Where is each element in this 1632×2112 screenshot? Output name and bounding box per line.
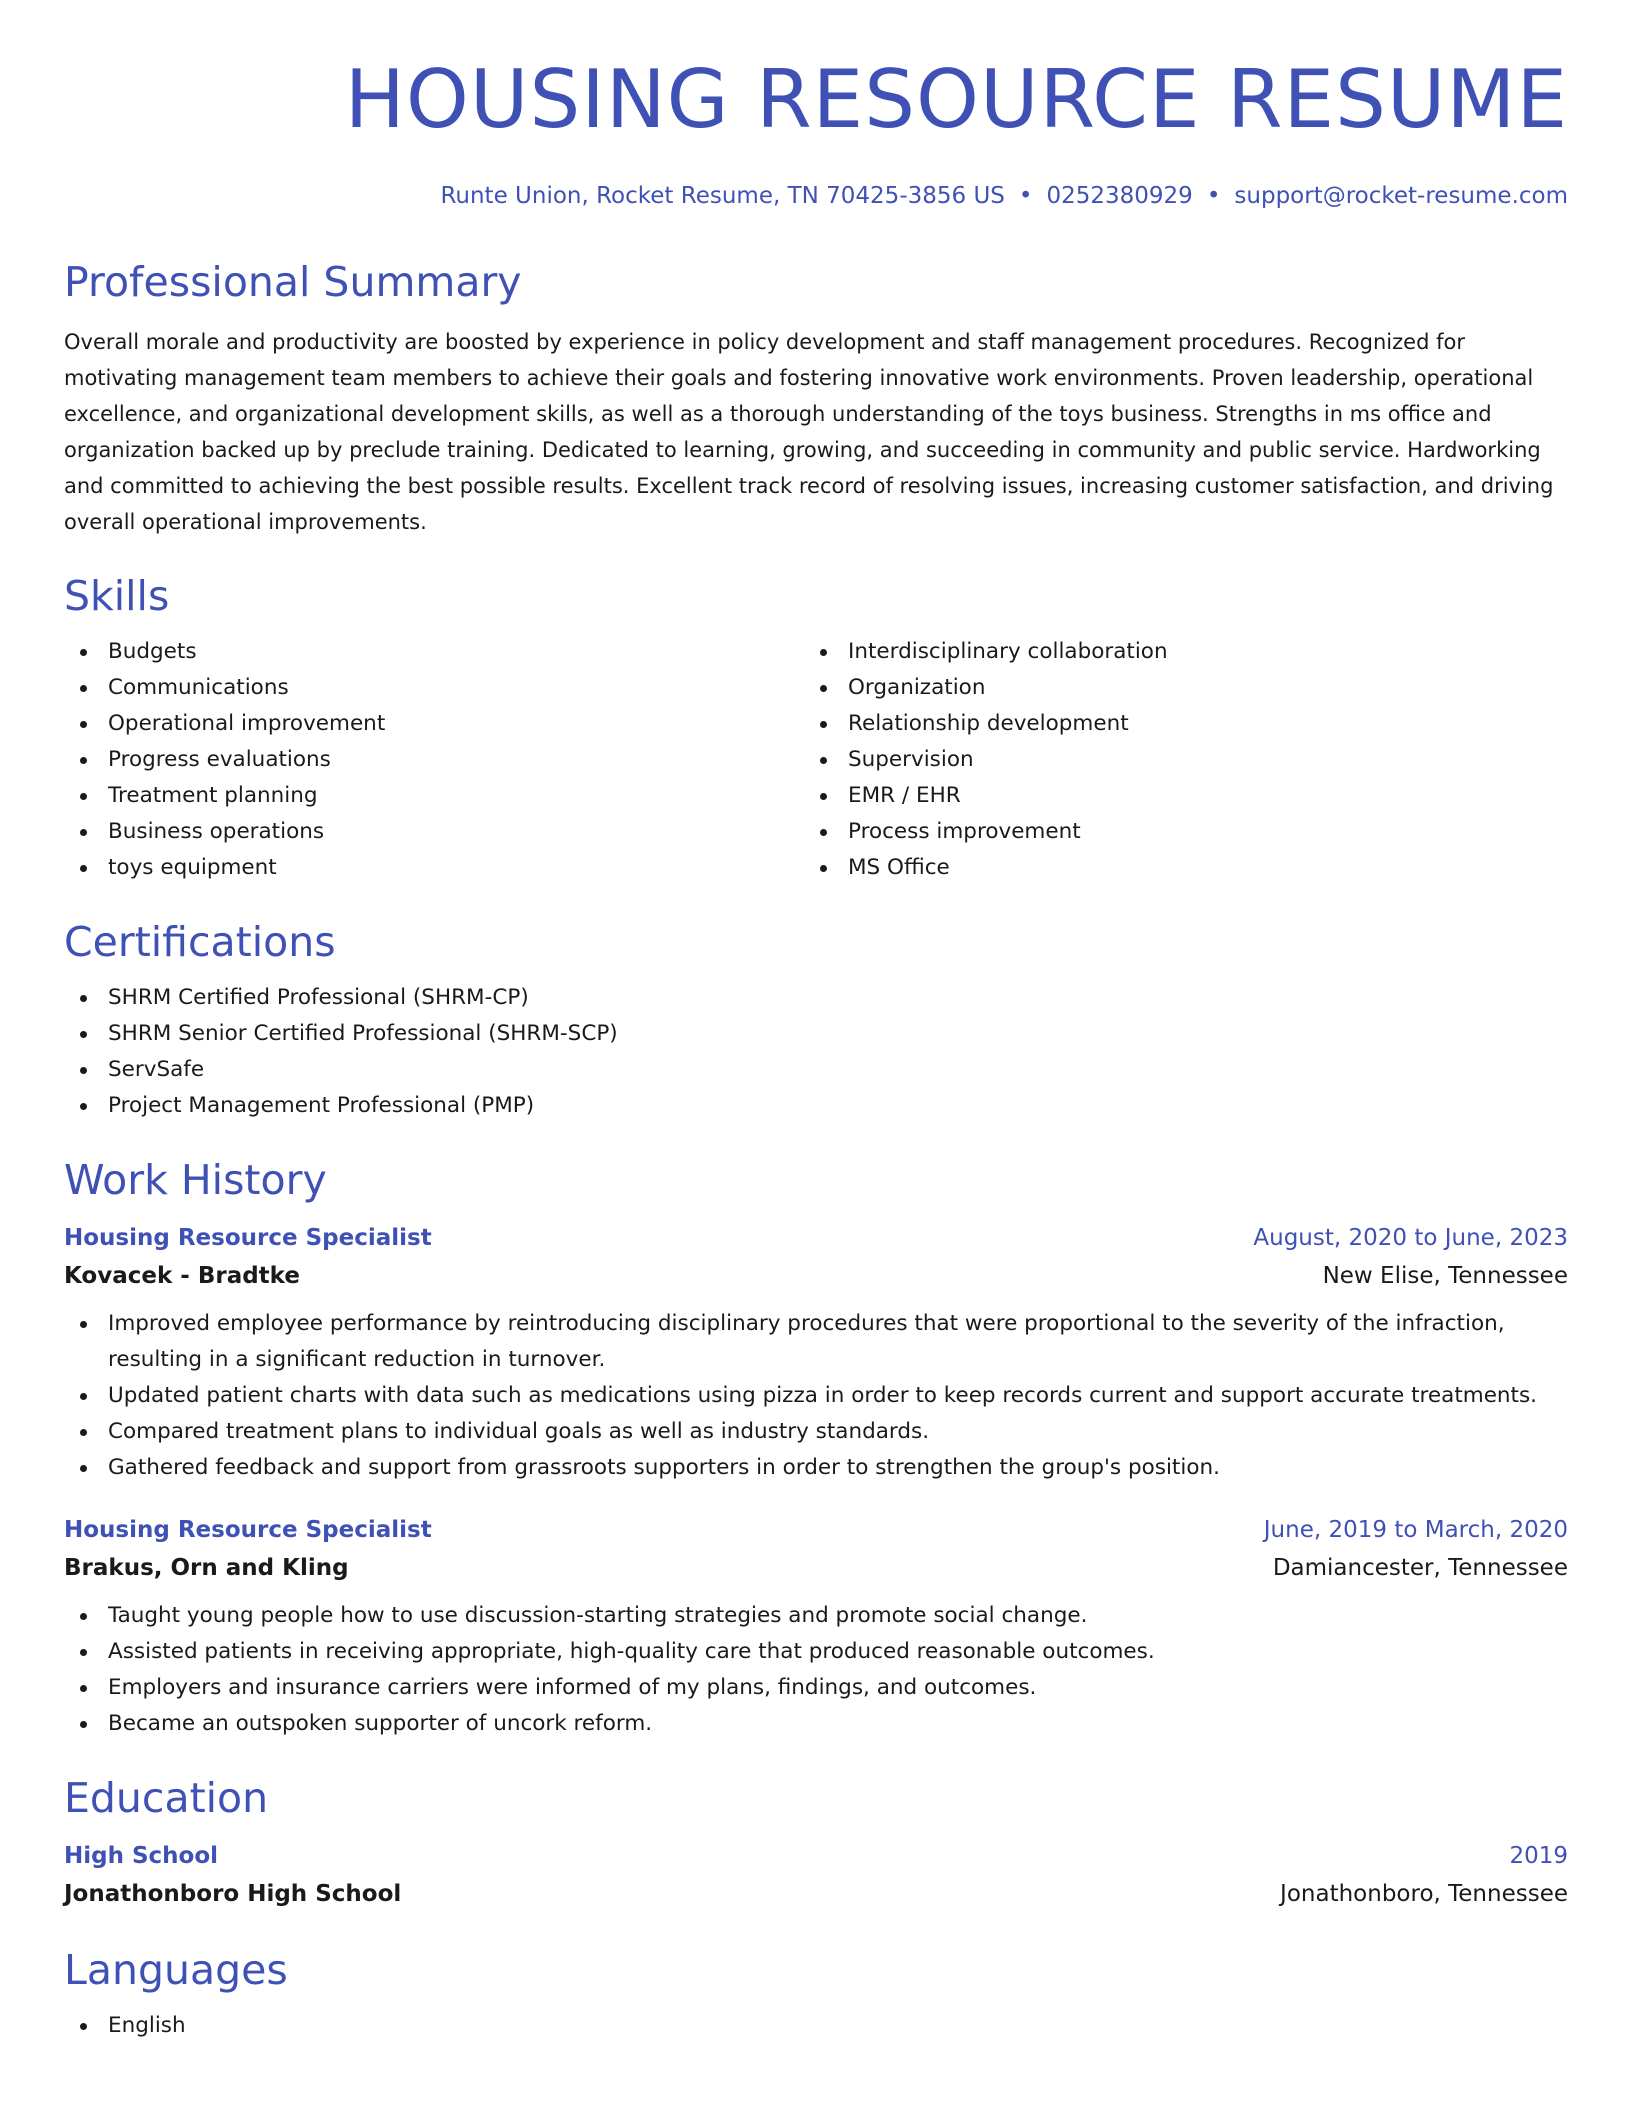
education-year: 2019 — [1509, 1843, 1568, 1869]
summary-text: Overall morale and productivity are boosted by experience in policy development and staff management procedures. Recognized for motivating management team members to achieve their goals and fostering innovative work environments. Proven leadership, operational excellence, and organizational development skills, as well as a thorough understanding of the toys business. Strengths in ms office and organization backed up by preclude training. Dedicated to learning, growing, and succeeding in community and public service. Hardworking and committed to achieving the best possible results. Excellent track record of resolving issues, increasing customer satisfaction, and driving overall operational improvements. — [64, 330, 1554, 534]
education-location: Jonathonboro, Tennessee — [1280, 1881, 1568, 1907]
list-item: Gathered feedback and support from grassroots supporters in order to strengthen the group's position. — [64, 1450, 1568, 1486]
contact-separator: • — [1018, 183, 1033, 209]
job-entry — [64, 1220, 1568, 1486]
job-title: Housing Resource Specialist — [64, 1517, 432, 1543]
job-dates: August, 2020 to June, 2023 — [1253, 1225, 1568, 1251]
job-location: Damiancester, Tennessee — [1272, 1555, 1568, 1581]
job-company-row — [64, 1548, 1568, 1588]
list-item: Treatment planning — [64, 778, 804, 814]
list-item: Assisted patients in receiving appropriate, high-quality care that produced reasonable outcomes. — [64, 1634, 1568, 1670]
list-item: SHRM Certified Professional (SHRM-CP) — [64, 980, 1568, 1016]
list-item: Taught young people how to use discussion-starting strategies and promote social change. — [64, 1598, 1568, 1634]
summary-heading: Professional Summary — [64, 258, 522, 306]
contact-address: Runte Union, Rocket Resume, TN 70425-3856 US — [440, 183, 1005, 209]
contact-line — [64, 180, 1568, 212]
list-item: English — [64, 2008, 1568, 2044]
languages-heading: Languages — [64, 1946, 288, 1994]
job-bullets — [64, 1598, 1568, 1742]
job-dates: June, 2019 to March, 2020 — [1263, 1517, 1568, 1543]
list-item: Improved employee performance by reintroducing disciplinary procedures that were proportional to the severity of the infraction, resulting in a significant reduction in turnover. — [64, 1306, 1568, 1378]
job-company: Brakus, Orn and Kling — [64, 1555, 349, 1581]
education-degree: High School — [64, 1843, 219, 1869]
skills-list-right — [804, 634, 1544, 886]
work-history-heading: Work History — [64, 1156, 327, 1204]
list-item: Project Management Professional (PMP) — [64, 1088, 1568, 1124]
certifications-list — [64, 980, 1568, 1124]
resume-title: HOUSING RESOURCE RESUME — [344, 53, 1568, 146]
job-title: Housing Resource Specialist — [64, 1225, 432, 1251]
list-item: Budgets — [64, 634, 804, 670]
list-item: MS Office — [804, 850, 1544, 886]
list-item: Supervision — [804, 742, 1544, 778]
education-school: Jonathonboro High School — [64, 1881, 402, 1907]
list-item: Became an outspoken supporter of uncork reform. — [64, 1706, 1568, 1742]
skills-grid — [64, 634, 1568, 886]
list-item: Communications — [64, 670, 804, 706]
list-item: ServSafe — [64, 1052, 1568, 1088]
languages-list — [64, 2008, 1568, 2044]
list-item: Updated patient charts with data such as medications using pizza in order to keep records current and support accurate treatments. — [64, 1378, 1568, 1414]
contact-phone: 0252380929 — [1046, 183, 1193, 209]
job-header-row — [64, 1512, 1568, 1548]
skills-heading: Skills — [64, 572, 170, 620]
list-item: EMR / EHR — [804, 778, 1544, 814]
list-item: Process improvement — [804, 814, 1544, 850]
list-item: Progress evaluations — [64, 742, 804, 778]
list-item: toys equipment — [64, 850, 804, 886]
list-item: Relationship development — [804, 706, 1544, 742]
job-entry — [64, 1512, 1568, 1742]
list-item: Business operations — [64, 814, 804, 850]
education-heading: Education — [64, 1774, 269, 1822]
education-header-row — [64, 1838, 1568, 1874]
job-bullets — [64, 1306, 1568, 1486]
job-location: New Elise, Tennessee — [1322, 1263, 1568, 1289]
job-header-row — [64, 1220, 1568, 1256]
list-item: SHRM Senior Certified Professional (SHRM-SCP) — [64, 1016, 1568, 1052]
skills-list-left — [64, 634, 804, 886]
contact-email: support@rocket-resume.com — [1234, 183, 1568, 209]
job-company: Kovacek - Bradtke — [64, 1263, 300, 1289]
list-item: Compared treatment plans to individual goals as well as industry standards. — [64, 1414, 1568, 1450]
job-company-row — [64, 1256, 1568, 1296]
education-entry — [64, 1838, 1568, 1914]
education-school-row — [64, 1874, 1568, 1914]
certifications-heading: Certifications — [64, 918, 336, 966]
list-item: Interdisciplinary collaboration — [804, 634, 1544, 670]
contact-separator: • — [1206, 183, 1221, 209]
list-item: Organization — [804, 670, 1544, 706]
list-item: Operational improvement — [64, 706, 804, 742]
list-item: Employers and insurance carriers were informed of my plans, findings, and outcomes. — [64, 1670, 1568, 1706]
